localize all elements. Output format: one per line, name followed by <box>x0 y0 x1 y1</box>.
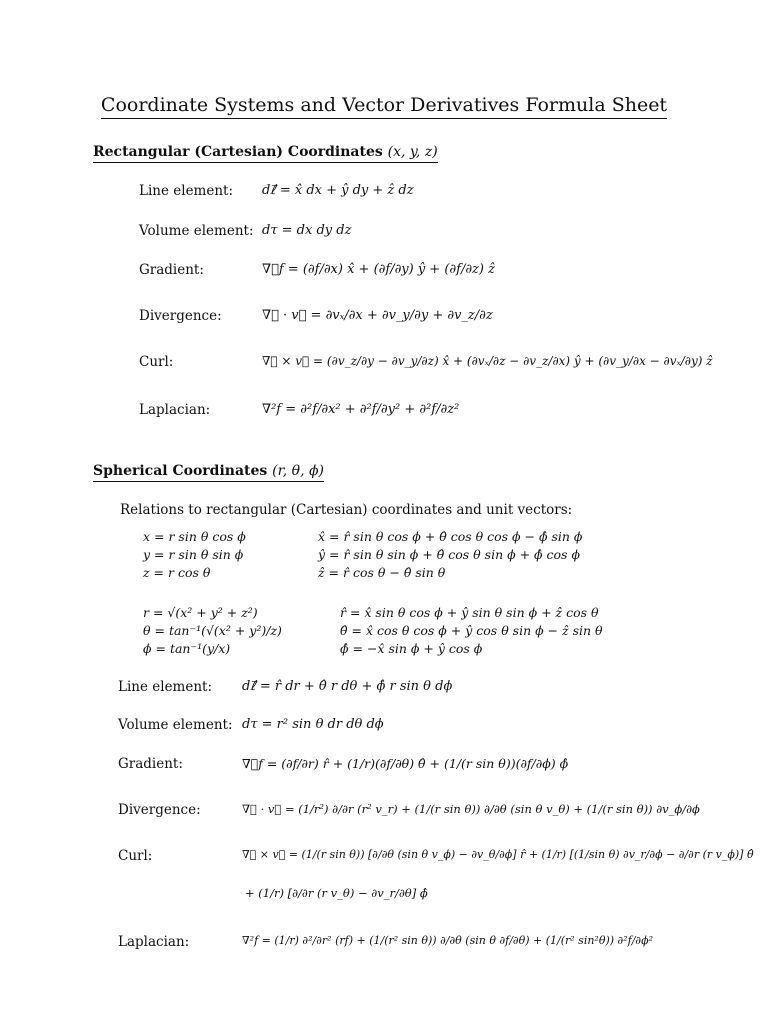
sph-z-relation: z = r cos θ <box>143 565 211 580</box>
rect-gradient-label: Gradient: <box>139 262 204 278</box>
sph-volume-element-eq: dτ = r² sin θ dr dθ dϕ <box>242 717 384 732</box>
sph-r-theta-phi-relations <box>143 604 282 658</box>
rect-laplacian-label: Laplacian: <box>139 402 211 418</box>
sph-yhat-relation: ŷ = r̂ sin θ sin ϕ + θ̂ cos θ sin ϕ + ϕ̂ cos ϕ <box>318 547 580 562</box>
page-title <box>0 94 768 116</box>
sph-section-heading <box>93 463 324 482</box>
sph-phi-relation: ϕ = tan⁻¹(y/x) <box>143 641 231 656</box>
sph-relations-intro: Relations to rectangular (Cartesian) coordinates and unit vectors: <box>120 502 573 518</box>
sph-curl-eq: ∇⃗ × v⃗ = (1/(r sin θ)) [∂/∂θ (sin θ v_ϕ) − ∂v_θ/∂ϕ] r̂ + (1/r) [(1/sin θ) ∂v_r/∂ϕ − ∂/∂r (r v_ϕ)] θ̂ <box>242 848 754 861</box>
rect-laplacian-eq: ∇²f = ∂²f/∂x² + ∂²f/∂y² + ∂²f/∂z² <box>262 402 460 417</box>
sph-volume-element-label: Volume element: <box>118 717 233 733</box>
rect-line-element-eq: dℓ⃗ = x̂ dx + ŷ dy + ẑ dz <box>262 183 414 198</box>
sph-x-relation: x = r sin θ cos ϕ <box>143 529 246 544</box>
sph-curl-eq-continued: + (1/r) [∂/∂r (r v_θ) − ∂v_r/∂θ] ϕ̂ <box>245 886 428 900</box>
sph-laplacian-label: Laplacian: <box>118 934 190 950</box>
rect-gradient-eq: ∇⃗f = (∂f/∂x) x̂ + (∂f/∂y) ŷ + (∂f/∂z) ẑ <box>262 262 495 277</box>
rect-curl-label: Curl: <box>139 354 174 370</box>
rect-curl-eq: ∇⃗ × v⃗ = (∂v_z/∂y − ∂v_y/∂z) x̂ + (∂vₓ/∂z − ∂v_z/∂x) ŷ + (∂v_y/∂x − ∂vₓ/∂y) ẑ <box>262 354 713 368</box>
sph-laplacian-eq: ∇²f = (1/r) ∂²/∂r² (rf) + (1/(r² sin θ)) ∂/∂θ (sin θ ∂f/∂θ) + (1/(r² sin²θ)) ∂²f/∂ϕ² <box>242 934 654 947</box>
rect-vars: (x, y, z) <box>387 144 438 160</box>
title-text: Coordinate Systems and Vector Derivatives Formula Sheet <box>101 94 667 119</box>
sph-phihat-relation: ϕ̂ = −x̂ sin ϕ + ŷ cos ϕ <box>340 641 483 656</box>
sph-spherical-unit-vectors <box>340 604 603 658</box>
sph-divergence-eq: ∇⃗ · v⃗ = (1/r²) ∂/∂r (r² v_r) + (1/(r sin θ)) ∂/∂θ (sin θ v_θ) + (1/(r sin θ)) ∂v_ϕ/∂ϕ <box>242 802 700 816</box>
sph-rhat-relation: r̂ = x̂ sin θ cos ϕ + ŷ sin θ sin ϕ + ẑ cos θ <box>340 605 599 620</box>
rect-divergence-eq: ∇⃗ · v⃗ = ∂vₓ/∂x + ∂v_y/∂y + ∂v_z/∂z <box>262 308 493 323</box>
rect-section-heading <box>93 144 438 163</box>
sph-xyz-relations <box>143 528 246 582</box>
sph-line-element-label: Line element: <box>118 679 213 695</box>
sph-thetahat-relation: θ̂ = x̂ cos θ cos ϕ + ŷ cos θ sin ϕ − ẑ sin θ <box>340 623 603 638</box>
sph-y-relation: y = r sin θ sin ϕ <box>143 547 244 562</box>
rect-heading-text: Rectangular (Cartesian) Coordinates <box>93 144 383 160</box>
rect-volume-element-eq: dτ = dx dy dz <box>262 223 352 238</box>
sph-xhat-relation: x̂ = r̂ sin θ cos ϕ + θ̂ cos θ cos ϕ − ϕ̂ sin ϕ <box>318 529 583 544</box>
rect-volume-element-label: Volume element: <box>139 223 254 239</box>
rect-line-element-label: Line element: <box>139 183 234 199</box>
sph-gradient-label: Gradient: <box>118 756 183 772</box>
sph-zhat-relation: ẑ = r̂ cos θ − θ̂ sin θ <box>318 565 446 580</box>
sph-divergence-label: Divergence: <box>118 802 201 818</box>
sph-line-element-eq: dℓ⃗ = r̂ dr + θ̂ r dθ + ϕ̂ r sin θ dϕ <box>242 679 453 694</box>
sph-cartesian-unit-vectors <box>318 528 582 582</box>
sph-curl-label: Curl: <box>118 848 153 864</box>
sph-theta-relation: θ = tan⁻¹(√(x² + y²)/z) <box>143 623 282 638</box>
sph-gradient-eq: ∇⃗f = (∂f/∂r) r̂ + (1/r)(∂f/∂θ) θ̂ + (1/(r sin θ))(∂f/∂ϕ) ϕ̂ <box>242 756 569 771</box>
sph-r-relation: r = √(x² + y² + z²) <box>143 605 258 620</box>
rect-divergence-label: Divergence: <box>139 308 222 324</box>
sph-heading-text: Spherical Coordinates <box>93 463 268 479</box>
sph-vars: (r, θ, ϕ) <box>272 463 325 479</box>
